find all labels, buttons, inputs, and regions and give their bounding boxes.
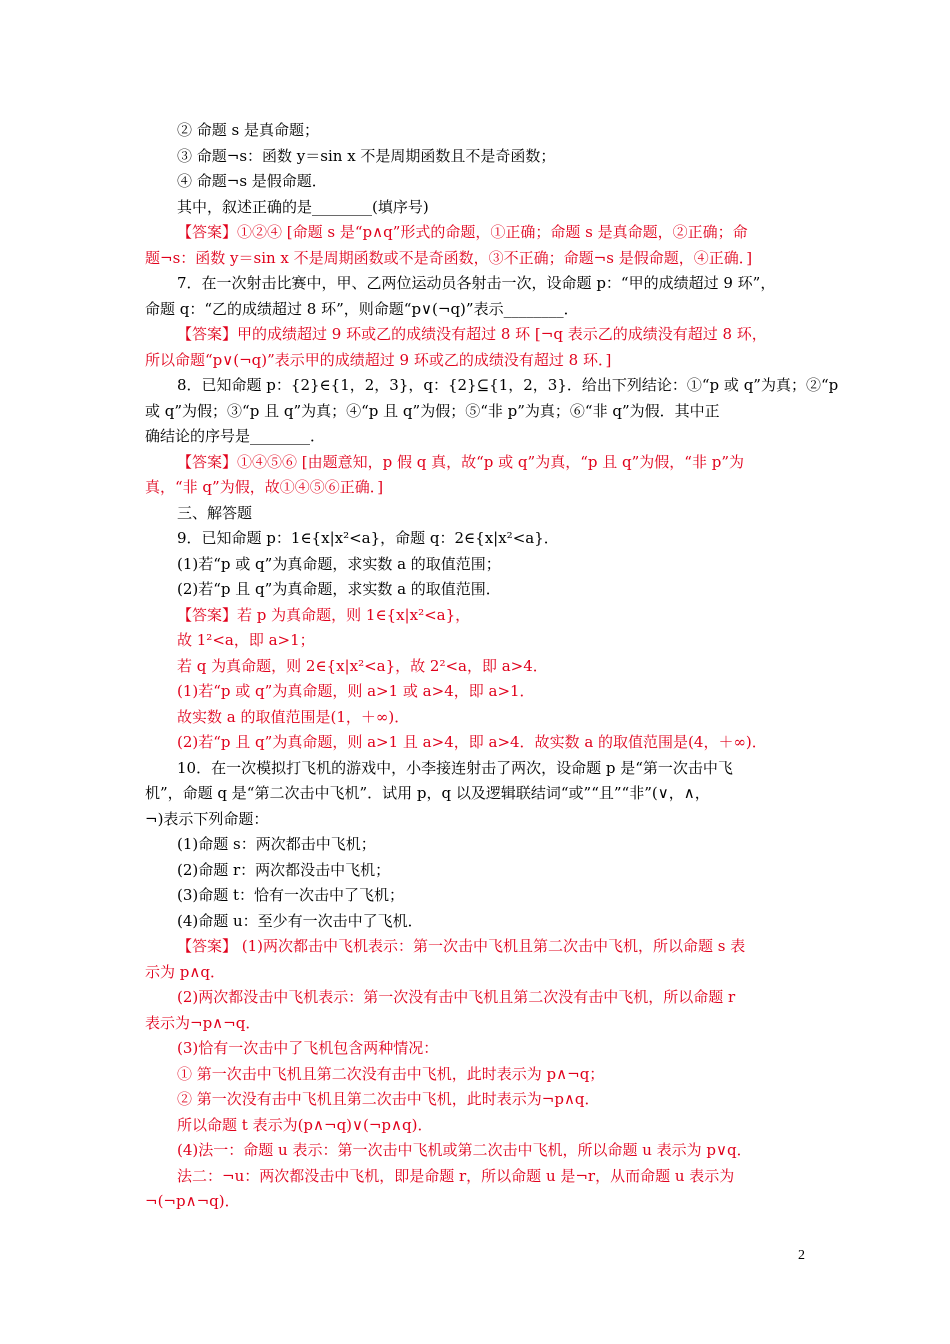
answer-line: 【答案】①②④ [命题 s 是“p∧q”形式的命题，①正确；命题 s 是真命题，②正确；命 xyxy=(177,223,748,241)
text-line: ¬)表示下列命题： xyxy=(145,809,269,828)
text-line: (4)命题 u：至少有一次击中了飞机． xyxy=(177,911,423,930)
answer-line: 所以命题 t 表示为(p∧¬q)∨(¬p∧q)． xyxy=(177,1115,433,1134)
answer-line: 示为 p∧q． xyxy=(145,962,225,981)
answer-line: ¬(¬p∧¬q)． xyxy=(145,1192,240,1210)
text-line: 7．在一次射击比赛中，甲、乙两位运动员各射击一次，设命题 p：“甲的成绩超过 9 环”， xyxy=(177,274,776,292)
text-line: 9．已知命题 p：1∈{x|x²<a}，命题 q：2∈{x|x²<a}． xyxy=(177,529,559,547)
answer-line: 故 1²<a，即 a>1； xyxy=(177,631,315,649)
text-line: (2)命题 r：两次都没击中飞机； xyxy=(177,860,391,879)
text-line: (2)若“p 且 q”为真命题，求实数 a 的取值范围． xyxy=(177,580,501,598)
text-line: (1)若“p 或 q”为真命题，求实数 a 的取值范围； xyxy=(177,554,501,573)
text-line: 机”，命题 q 是“第二次击中飞机”．试用 p，q 以及逻辑联结词“或”“且”“非”(∨，∧， xyxy=(145,784,710,802)
answer-line: 真，“非 q”为假，故①④⑤⑥正确．] xyxy=(145,478,384,496)
answer-line: (1)若“p 或 q”为真命题，则 a>1 或 a>4，即 a>1． xyxy=(177,682,535,700)
answer-line: (3)恰有一次击中了飞机包含两种情况： xyxy=(177,1039,439,1057)
text-line: 命题 q：“乙的成绩超过 8 环”，则命题“p∨(¬q)”表示________． xyxy=(145,299,579,318)
answer-line: 【答案】①④⑤⑥ [由题意知，p 假 q 真，故“p 或 q”为真，“p 且 q”为假，“非 p”为 xyxy=(177,452,744,471)
document-body xyxy=(145,118,839,1215)
answer-line: 【答案】若 p 为真命题，则 1∈{x|x²<a}， xyxy=(177,605,471,624)
answer-line: (2)若“p 且 q”为真命题，则 a>1 且 a>4，即 a>4．故实数 a 的取值范围是(4，＋∞)． xyxy=(177,733,767,751)
answer-line: 表示为¬p∧¬q． xyxy=(145,1013,261,1032)
answer-line: (4)法一：命题 u 表示：第一次击中飞机或第二次击中飞机，所以命题 u 表示为 p∨q． xyxy=(177,1141,752,1159)
answer-line: 法二：¬u：两次都没击中飞机，即是命题 r，所以命题 u 是¬r，从而命题 u 表示为 xyxy=(177,1166,735,1185)
page-number: 2 xyxy=(798,1248,805,1263)
text-line: ② 命题 s 是真命题； xyxy=(177,121,320,139)
answer-line: 所以命题“p∨(¬q)”表示甲的成绩超过 9 环或乙的成绩没有超过 8 环．] xyxy=(145,350,612,369)
answer-line: 【答案】 (1)两次都击中飞机表示：第一次击中飞机且第二次击中飞机，所以命题 s 表 xyxy=(177,937,746,955)
text-line: 其中，叙述正确的是________(填序号) xyxy=(177,197,429,216)
text-line: (3)命题 t：恰有一次击中了飞机； xyxy=(177,886,405,904)
answer-line: 故实数 a 的取值范围是(1，＋∞)． xyxy=(177,707,410,726)
answer-line: 若 q 为真命题，则 2∈{x|x²<a}，故 2²<a，即 a>4． xyxy=(177,656,548,675)
text-line: (1)命题 s：两次都击中飞机； xyxy=(177,835,376,853)
answer-line: (2)两次都没击中飞机表示：第一次没有击中飞机且第二次没有击中飞机，所以命题 r xyxy=(177,988,736,1006)
text-line: 确结论的序号是________． xyxy=(145,427,326,445)
text-line: ③ 命题¬s：函数 y＝sin x 不是周期函数且不是奇函数； xyxy=(177,146,556,165)
text-line: ④ 命题¬s 是假命题． xyxy=(177,172,327,190)
answer-line: ① 第一次击中飞机且第二次没有击中飞机，此时表示为 p∧¬q； xyxy=(177,1064,605,1083)
answer-line: 题¬s：函数 y＝sin x 不是周期函数或不是奇函数，③不正确；命题¬s 是假命题，④正确．] xyxy=(145,248,753,267)
text-line: 8．已知命题 p：{2}∈{1，2，3}，q：{2}⊆{1，2，3}．给出下列结论：①“p 或 q”为真；②“p xyxy=(177,376,839,394)
answer-line: 【答案】甲的成绩超过 9 环或乙的成绩没有超过 8 环 [¬q 表示乙的成绩没有超过 8 环， xyxy=(177,325,767,343)
text-line: 10．在一次模拟打飞机的游戏中，小李接连射击了两次，设命题 p 是“第一次击中飞 xyxy=(177,758,733,777)
answer-line: ② 第一次没有击中飞机且第二次击中飞机，此时表示为¬p∧q． xyxy=(177,1090,600,1108)
text-line: 三、解答题 xyxy=(177,503,253,522)
text-line: 或 q”为假；③“p 且 q”为真；④“p 且 q”为假；⑤“非 p”为真；⑥“非 q”为假．其中正 xyxy=(145,401,720,420)
